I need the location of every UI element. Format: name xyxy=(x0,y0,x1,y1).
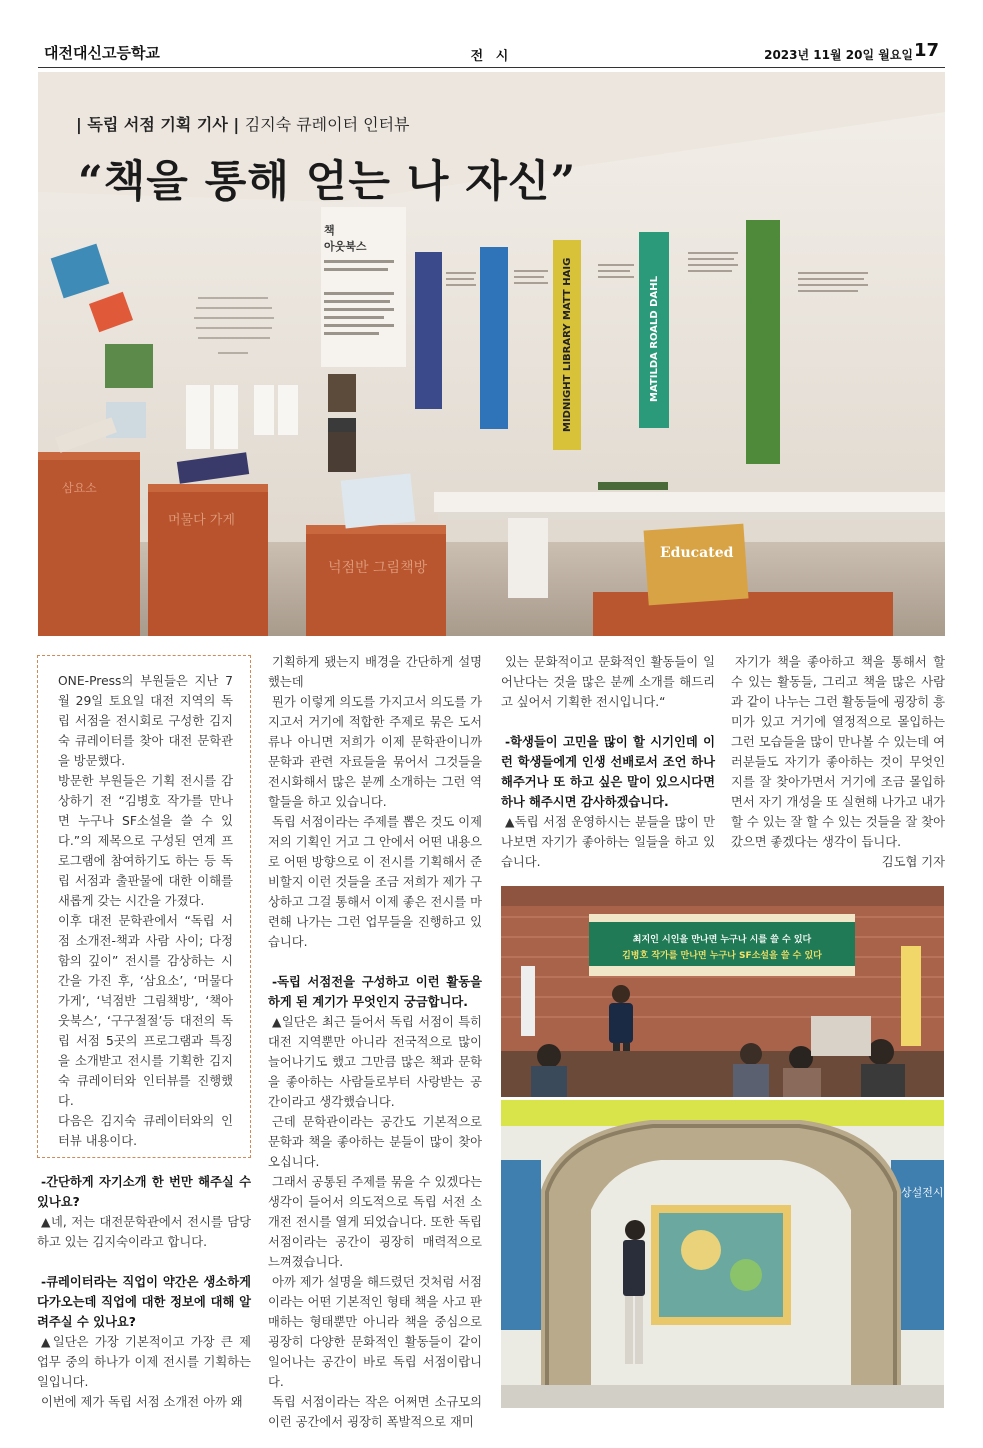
column-1 xyxy=(37,1172,251,1412)
interview-answer: 독립 서점이라는 주제를 뽑은 것도 이제 저의 기획인 거고 그 안에서 어떤 내용으로 어떤 방향으로 이 전시를 기획해서 준비할지 이런 것들을 조금 저희가 제가 구상하고 그걸 통해서 이제 좋은 전시를 마련해 나가는 그런 업무들을 진행하고 있습니다. xyxy=(268,815,482,949)
interview-answer: 근데 문학관이라는 공간도 기본적으로 문학과 책을 좋아하는 분들이 많이 찾아오십니다. xyxy=(268,1115,482,1169)
hero-photo xyxy=(38,72,945,636)
interview-answer: ▲독립 서점 운영하시는 분들을 많이 만나보면 자기가 좋아하는 일들을 하고 있습니다. xyxy=(501,815,715,869)
masthead xyxy=(38,38,945,68)
article-headline: “책을 통해 얻는 나 자신” xyxy=(78,157,577,207)
intro-paragraph: 방문한 부원들은 기획 전시를 감상하기 전 “김병호 작가를 만나면 누구나 SF소설을 쓸 수 있다.”의 제목으로 구성된 연계 프로그램에 참여하기도 하는 등 독립 서점과 출판물에 대한 이해를 새롭게 갖는 시간을 가졌다. xyxy=(58,774,233,908)
interview-answer: 독립 서점이라는 작은 어쩌면 소규모의 이런 공간에서 굉장히 폭발적으로 재미 xyxy=(268,1395,482,1429)
kicker-subject: 김지숙 큐레이터 인터뷰 xyxy=(244,115,410,134)
exhibit-sign: 상설전시 xyxy=(901,1186,944,1199)
article-kicker xyxy=(76,112,410,135)
wall-title: 아웃북스 xyxy=(324,240,367,253)
pedestal-label-3: 넉점반 그림책방 xyxy=(328,560,428,576)
pedestal-label-2: 머물다 가게 xyxy=(168,513,235,528)
lecture-photo xyxy=(501,886,944,1097)
column-2 xyxy=(268,652,482,1432)
pedestal-label-1: 삼요소 xyxy=(62,481,97,495)
interview-question: -간단하게 자기소개 한 번만 해주실 수 있나요? xyxy=(37,1175,251,1209)
lecture-illustration xyxy=(501,886,944,1097)
interview-answer: 있는 문화적이고 문화적인 활동들이 일어난다는 것을 많은 분께 소개를 해드리고 싶어서 기획한 전시입니다.“ xyxy=(501,655,715,709)
intro-paragraph: ONE-Press의 부원들은 지난 7월 29일 토요일 대전 지역의 독립 서점을 전시회로 구성한 김지숙 큐레이터를 찾아 대전 문학관을 방문했다. xyxy=(58,674,233,768)
page-number: 17 xyxy=(913,40,939,61)
book-cover-title: Educated xyxy=(660,545,734,561)
kicker-category: | 독립 서점 기획 기사 | xyxy=(76,115,240,134)
gate-illustration xyxy=(501,1100,944,1408)
interview-answer: 자기가 책을 좋아하고 책을 통해서 할 수 있는 활동들, 그리고 책을 많은 사람과 같이 나누는 그런 활동들에 굉장히 흥미가 있고 거기에 열정적으로 몰입하는 그런 모습들을 많이 만나볼 수 있는데 여러분들도 자기가 좋아하는 것이 무엇인지를 잘 찾아가면서 거기에 조금 몰입하면서 자기 개성을 또 실현해 나가고 내가 할 수 있는 잘 할 수 있는 것들을 잘 찾아갔으면 좋겠다는 생각이 듭니다. xyxy=(731,655,945,849)
interview-question: -학생들이 고민을 많이 할 시기인데 이런 학생들에게 인생 선배로서 조언 하나 해주거나 또 하고 싶은 말이 있으시다면 하나 해주시면 감사하겠습니다. xyxy=(501,735,715,809)
column-3 xyxy=(501,652,715,872)
bookstore-gate-photo xyxy=(501,1100,944,1408)
issue-date: 2023년 11월 20일 월요일 xyxy=(764,48,913,62)
banner-line-1: 최지인 시인을 만나면 누구나 시를 쓸 수 있다 xyxy=(632,935,812,945)
intro-paragraph: 다음은 김지숙 큐레이터와의 인터뷰 내용이다. xyxy=(58,1114,233,1148)
reporter-byline: 김도협 기자 xyxy=(881,855,945,869)
book-spine-midnight: MIDNIGHT LIBRARY MATT HAIG xyxy=(562,257,573,432)
interview-question: -독립 서점전을 구성하고 이런 활동을 하게 된 계기가 무엇인지 궁금합니다. xyxy=(268,975,482,1009)
interview-answer: 이번에 제가 독립 서점 소개전 아까 왜 xyxy=(41,1395,243,1409)
section-label: 전 시 xyxy=(470,49,513,64)
interview-answer: 뭔가 이렇게 의도를 가지고서 의도를 가지고서 거기에 적합한 주제로 묶은 도서류나 아니면 저희가 이제 문학관이니까 문학과 관련 자료들을 묶어서 그것들을 전시화해서 많은 분께 소개하는 그런 역할들을 하고 있습니다. xyxy=(268,695,482,809)
interview-question: -큐레이터라는 직업이 약간은 생소하게 다가오는데 직업에 대한 정보에 대해 알려주실 수 있나요? xyxy=(37,1275,251,1329)
interview-answer: 기획하게 됐는지 배경을 간단하게 설명했는데 xyxy=(268,655,482,689)
intro-paragraph: 이후 대전 문학관에서 “독립 서점 소개전-책과 사람 사이; 다정함의 깊이” 전시를 감상하는 시간을 가진 후, ‘삼요소’, ‘머물다 가게’, ‘넉점반 그림책방’, ‘책아웃북스’, ‘구구절절’등 대전의 독립 서점 5곳의 프로그램과 특징을 소개받고 전시를 기획한 김지숙 큐레이터와 인터뷰를 진행했다. xyxy=(58,914,233,1108)
interview-answer: 아까 제가 설명을 해드렸던 것처럼 서점이라는 어떤 기본적인 형태 책을 사고 판매하는 형태뿐만 아니라 책을 중심으로 굉장히 다양한 문화적인 활동들이 같이 일어나는 공간이 바로 독립 서점이랍니다. xyxy=(268,1275,482,1389)
banner-line-2: 김병호 작가를 만나면 누구나 SF소설을 쓸 수 있다 xyxy=(622,951,822,961)
interview-answer: ▲네, 저는 대전문학관에서 전시를 담당하고 있는 김지숙이라고 합니다. xyxy=(37,1215,251,1249)
school-name: 대전대신고등학교 xyxy=(44,44,160,62)
interview-answer: ▲일단은 가장 기본적이고 가장 큰 제 업무 중의 하나가 이제 전시를 기획하는 일입니다. xyxy=(37,1335,251,1389)
wall-title-small: 책 xyxy=(324,224,335,237)
interview-answer: ▲일단은 최근 들어서 독립 서점이 특히 대전 지역뿐만 아니라 전국적으로 많이 늘어나기도 했고 그만큼 많은 책과 문학을 좋아하는 사람들로부터 사랑받는 공간이라고 생각했습니다. xyxy=(268,1015,482,1109)
interview-answer: 그래서 공통된 주제를 묶을 수 있겠다는 생각이 들어서 의도적으로 독립 서전 소개전 전시를 열게 되었습니다. 또한 독립 서점이라는 공간이 굉장히 매력적으로 느껴졌습니다. xyxy=(268,1175,482,1269)
intro-box xyxy=(37,655,251,1158)
book-spine-matilda: MATILDA ROALD DAHL xyxy=(649,276,660,402)
column-4 xyxy=(731,652,945,872)
